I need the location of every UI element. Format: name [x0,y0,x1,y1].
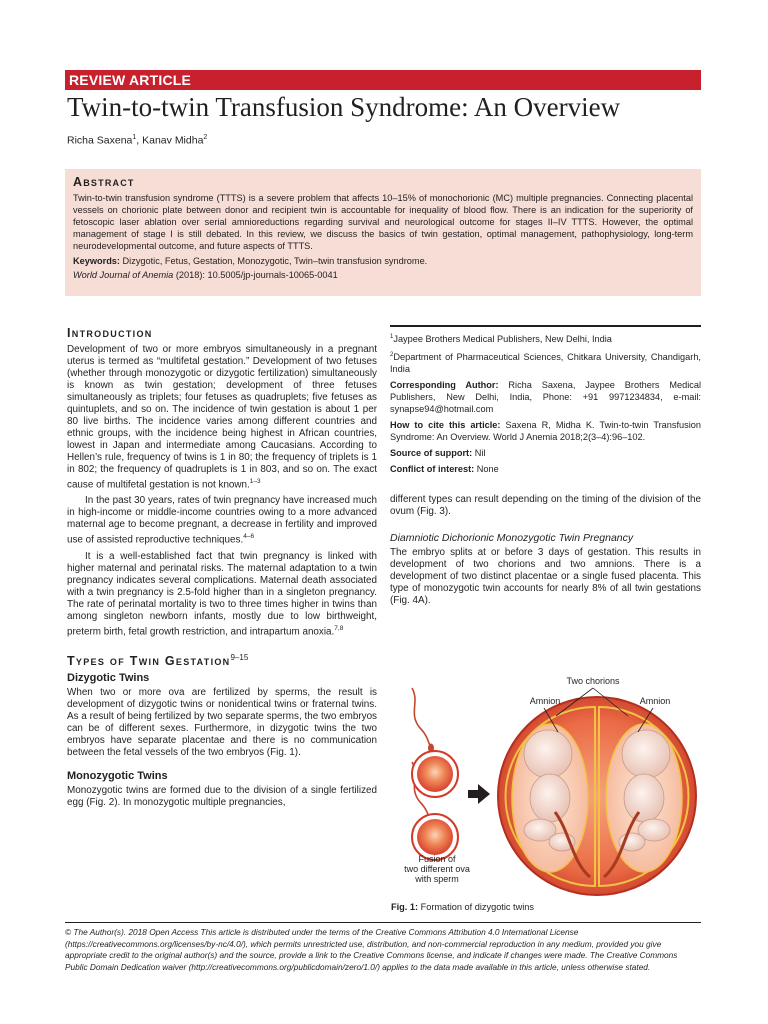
author-affiliation-mark: 1 [132,134,137,141]
source-of-support [390,447,701,459]
dizygotic-paragraph: When two or more ova are fertilized by sperms, the result is development of dizygotic twins or nonidentical twins or fraternal twins. As a result of being fertilized by two separate sperms, the two embryos can be of different sexes. Furthermore, in dizygotic twins the two embryos have separate placentae and there is no communication between the fetal vessels of the two embryos (Fig. 1). [67,687,377,759]
monozygotic-paragraph: Monozygotic twins are formed due to the division of a single fertilized egg (Fig. 2). In monozygotic multiple pregnancies, [67,785,377,809]
affiliation-footnotes [390,325,701,475]
support-text: Nil [474,448,486,459]
figure-1 [390,672,701,902]
corresponding-text: Richa Saxena, Jaypee Brothers Medical Publishers, New Delhi, India, Phone: +91 9971234834, e-mail: synapse94@hotmail.com [390,380,701,415]
license-statement: © The Author(s). 2018 Open Access This article is distributed under the terms of the Creative Commons Attribution 4.0 International License (https://creativecommons.org/licenses/by-nc/4.0/), which permits unrestricted use, distribution, and non-commercial reproduction in any medium, provided you give appropriate credit to the original author(s) and the source, provide a link to the Creative Commons license, and indicate if changes were made. The Creative Commons Public Domain Dedication waiver (http://creativecommons.org/publicdomain/zero/1.0/) applies to the data made available in this article, unless otherwise stated. [65,927,678,972]
introduction-paragraph [67,495,377,546]
figure-caption [391,902,534,912]
abstract-box [65,169,701,296]
types-heading-text: Types of Twin Gestation [67,654,231,669]
reference-mark: 7,8 [334,624,344,632]
paragraph-text: In the past 30 years, rates of twin pregnancy have increased much in high-income or middle-income countries owing to a more advanced maternal age to become pregnant, a decrease in fertility and improved use of assisted reproductive techniques. [67,495,377,546]
corresponding-label: Corresponding Author: [390,380,499,391]
paragraph-text: It is a well-established fact that twin pregnancy is linked with higher maternal and perinatal risks. The maternal adaptation to a twin pregnancy indicates several complications. Maternal death associated with a twin pregnancy is 2.5-fold higher than in a singleton pregnancy. The rate of perinatal mortality is two to three times higher in twins than among singleton newborn infants, mostly due to low birthweight, preterm birth, fetal growth restriction, and intrapartum anoxia. [67,550,377,637]
author-list: Richa Saxena$^1$, Kanav Midha$^2$ [67,134,208,147]
keywords-line [73,255,693,267]
reference-mark: 4–6 [243,533,255,541]
journal-citation [73,269,693,281]
reference-mark: 1–3 [249,478,261,485]
fusion-label: Fusion of [418,854,456,864]
affiliation-mark: 1 [390,334,394,340]
affiliation-1 [390,331,701,345]
right-column-body [390,494,701,607]
ovum [417,819,453,855]
introduction-paragraph [67,344,377,491]
affiliation-text: Jaypee Brothers Medical Publishers, New Delhi, India [393,334,612,345]
affiliation-mark: 2 [390,352,394,359]
conflict-of-interest [390,463,701,475]
author-name: Kanav Midha [142,134,204,147]
journal-name: World Journal of Anemia [73,270,174,280]
monozygotic-heading: Monozygotic Twins [67,770,168,783]
ovum [417,756,453,792]
article-title: Twin-to-twin Transfusion Syndrome: An Overview [67,92,621,122]
types-heading [67,653,377,668]
conflict-text: None [476,464,499,475]
diamniotic-paragraph: The embryo splits at or before 3 days of gestation. This results in development of two chorions and two amnions. There is a development of two distinct placentae or a single fused placenta. This type of monozygotic twin accounts for nearly 8% of all twin gestations (Fig. 4A). [390,547,701,606]
author-affiliation-mark: 2 [203,134,208,141]
continuation-paragraph: different types can result depending on the timing of the division of the ovum (Fig. 3). [390,494,701,517]
sperm-tail [412,688,430,746]
fusion-label: with sperm [415,874,459,884]
amnion-label-right: Amnion [639,696,671,706]
abstract-text: Twin-to-twin transfusion syndrome (TTTS) is a severe problem that affects 10–15% of monochorionic (MC) multiple pregnancies. Connecting placental vessels on chorionic plate between donor and recipient twin is accountable for inequality of blood flow. There is an indication for the superiority of fetoscopic laser ablation over serial amnioreductions regarding survival and neurological outcome for stages II–IV TTTS. However, the optimal management of stage I is still debated. In this review, we discuss the basics of twin gestation, optimal management, pathophysiology, long-term neurodevelopmental outcome, and future aspects of TTTS. [73,193,693,251]
dizygotic-twins-illustration [390,672,701,902]
figure-label: Fig. 1: [391,902,419,912]
cite-text: Saxena R, Midha K. Twin-to-twin Transfusion Syndrome: An Overview. World J Anemia 2018;2(3–4):96–102. [390,420,701,443]
how-to-cite [390,419,701,443]
figure-caption-text: Formation of dizygotic twins [420,902,534,912]
introduction-paragraph [67,551,377,638]
license-rule [65,922,701,923]
introduction-heading: Introduction [67,326,153,340]
fusion-label: two different ova [404,864,470,874]
affiliation-text: Department of Pharmaceutical Sciences, Chitkara University, Chandigarh, India [390,352,701,375]
article-type-banner: REVIEW ARTICLE [65,70,701,90]
left-column [67,326,377,809]
chorions-label: Two chorions [566,676,620,686]
dizygotic-heading: Dizygotic Twins [67,672,150,685]
keywords-label: Keywords: [73,256,120,266]
corresponding-author [390,379,701,415]
support-label: Source of support: [390,448,473,459]
conflict-label: Conflict of interest: [390,464,475,475]
author-name: Richa Saxena [67,134,133,147]
keywords-text: Dizygotic, Fetus, Gestation, Monozygotic, Twin–twin transfusion syndrome. [122,256,428,266]
diamniotic-heading: Diamniotic Dichorionic Monozygotic Twin Pregnancy [390,532,634,544]
arrow-icon [468,784,490,804]
reference-mark: 9–15 [230,652,249,662]
abstract-heading: Abstract [73,175,135,189]
affiliation-2 [390,349,701,375]
doi-text: (2018): 10.5005/jp-journals-10065-0041 [175,270,338,280]
cite-label: How to cite this article: [390,420,501,431]
paragraph-text: Development of two or more embryos simultaneously in a pregnant uterus is termed as “multifetal gestation.” Development of two fetuses (whether through monozygotic or dizygotic fertilization) simultaneously is known as twin gestation; development of three fetuses simultaneously as triplets; four fetuses as quadruplets; five fetuses as quintuplets, and so on. The incidence of twin gestation is about 1 per 80 live births. The incidence varies among different countries and ethnic groups, with the incidence being highest in African countries, lowest in Japan and intermediate among Caucasians. According to Hellen’s rule, frequency of twins is 1 in 80; the frequency of triplets is 1 in 802; the frequency of quadruplets is 1 in 803, and so on. The exact cause of multifetal gestation is not known. [67,344,377,491]
footnote-rule [390,325,701,327]
amnion-label-left: Amnion [529,696,561,706]
